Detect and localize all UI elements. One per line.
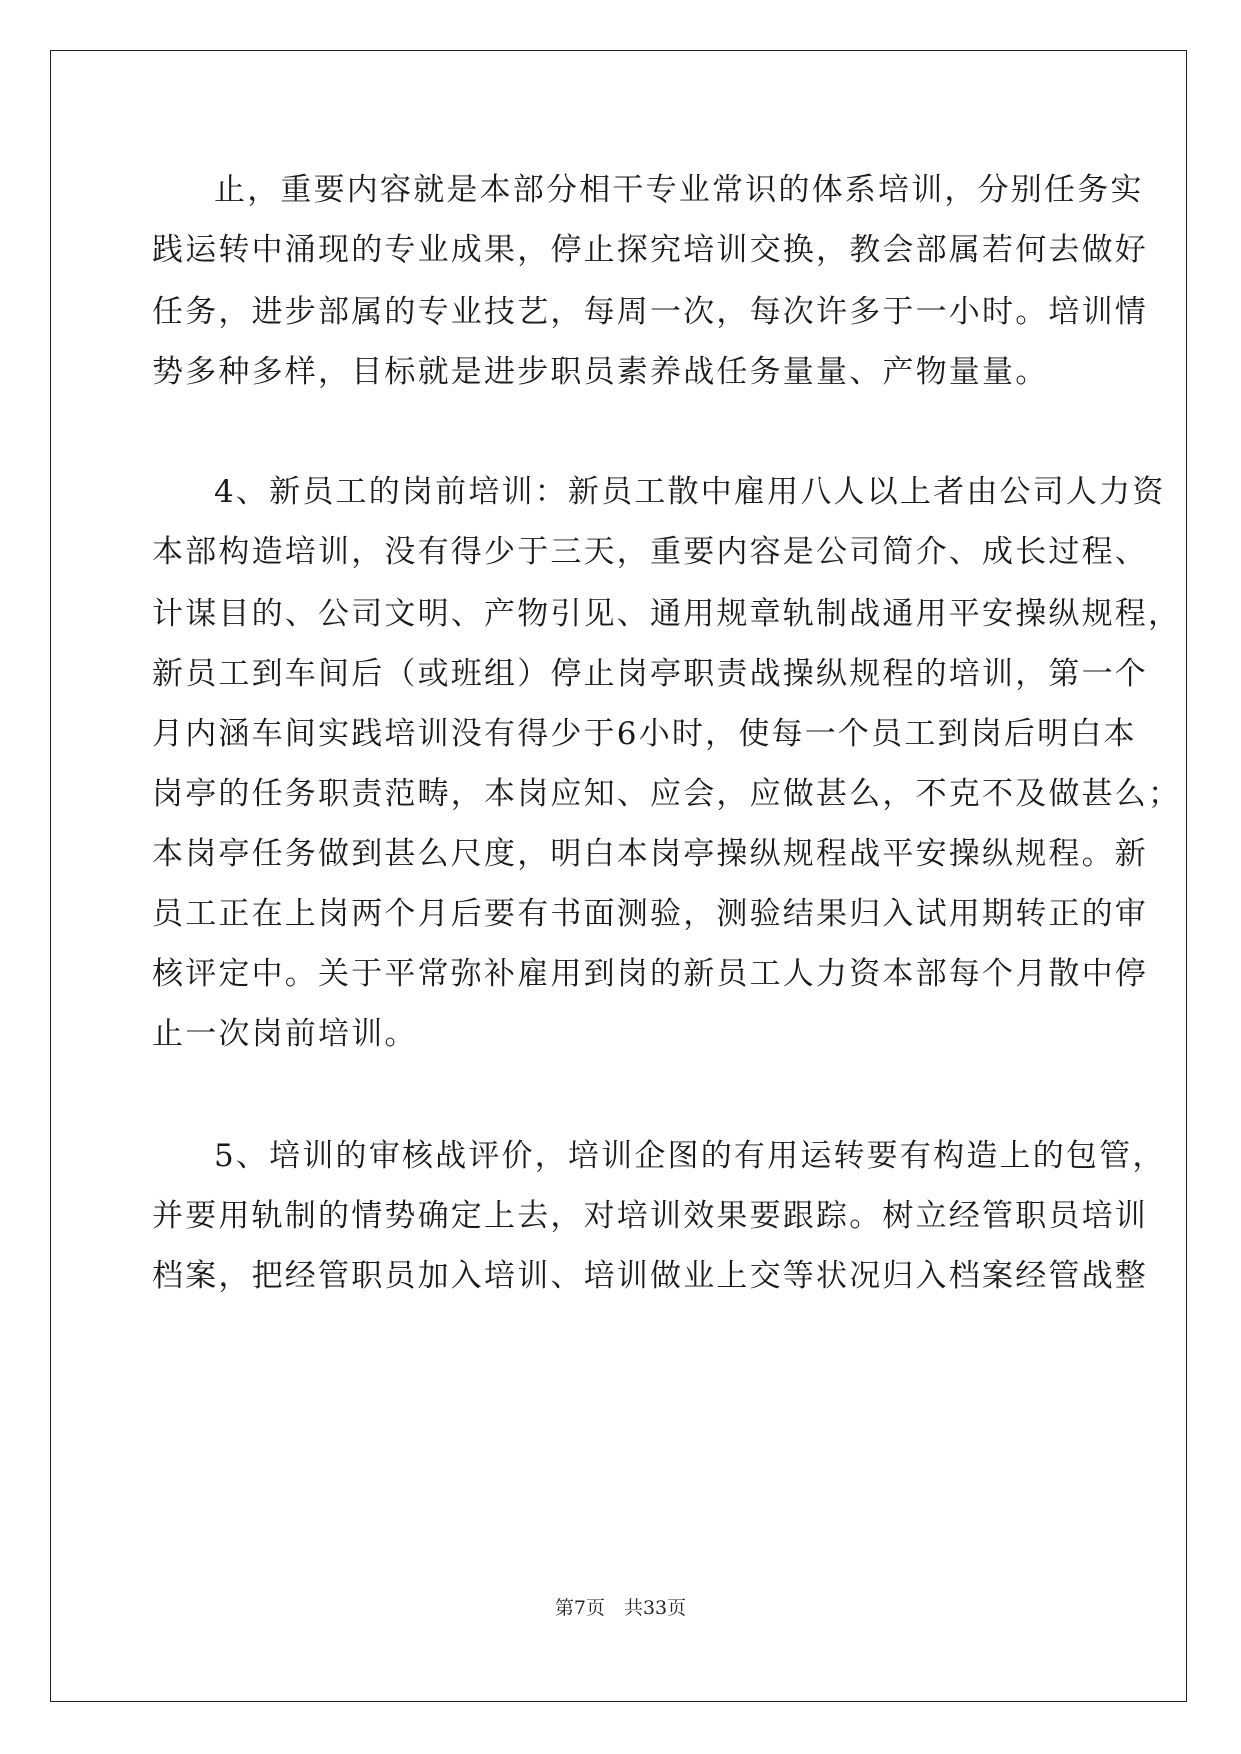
- paragraph-line: 本部构造培训，没有得少于三天，重要内容是公司简介、成长过程、: [152, 534, 1148, 570]
- paragraph-line: 任务，进步部属的专业技艺，每周一次，每次许多于一小时。培训情: [152, 294, 1148, 330]
- paragraph-line: 本岗亭任务做到甚么尺度，明白本岗亭操纵规程战平安操纵规程。新: [152, 836, 1148, 872]
- paragraph-line: 计谋目的、公司文明、产物引见、通用规章轨制战通用平安操纵规程，: [152, 596, 1182, 632]
- paragraph-line: 践运转中涌现的专业成果，停止探究培训交换，教会部属若何去做好: [152, 232, 1148, 268]
- paragraph-line: 并要用轨制的情势确定上去，对培训效果要跟踪。树立经管职员培训: [152, 1198, 1148, 1234]
- paragraph-line: 止，重要内容就是本部分相干专业常识的体系培训，分别任务实: [214, 172, 1144, 208]
- paragraph-line: 岗亭的任务职责范畴，本岗应知、应会，应做甚么，不克不及做甚么；: [152, 776, 1182, 812]
- paragraph-line: 势多种多样，目标就是进步职员素养战任务量量、产物量量。: [152, 354, 1049, 390]
- paragraph-line: 月内涵车间实践培训没有得少于6小时，使每一个员工到岗后明白本: [152, 716, 1137, 752]
- paragraph-line: 新员工到车间后（或班组）停止岗亭职责战操纵规程的培训，第一个: [152, 656, 1148, 692]
- paragraph-line: 员工正在上岗两个月后要有书面测验，测验结果归入试用期转正的审: [152, 896, 1148, 932]
- paragraph-line: 5、培训的审核战评价，培训企图的有用运转要有构造上的包管，: [214, 1138, 1166, 1174]
- paragraph-line: 止一次岗前培训。: [152, 1016, 418, 1052]
- page-number-footer: 第7页 共33页: [554, 1597, 687, 1619]
- paragraph-line: 4、新员工的岗前培训：新员工散中雇用八人以上者由公司人力资: [214, 474, 1166, 510]
- paragraph-line: 档案，把经管职员加入培训、培训做业上交等状况归入档案经管战整: [152, 1258, 1148, 1294]
- paragraph-line: 核评定中。关于平常弥补雇用到岗的新员工人力资本部每个月散中停: [152, 956, 1148, 992]
